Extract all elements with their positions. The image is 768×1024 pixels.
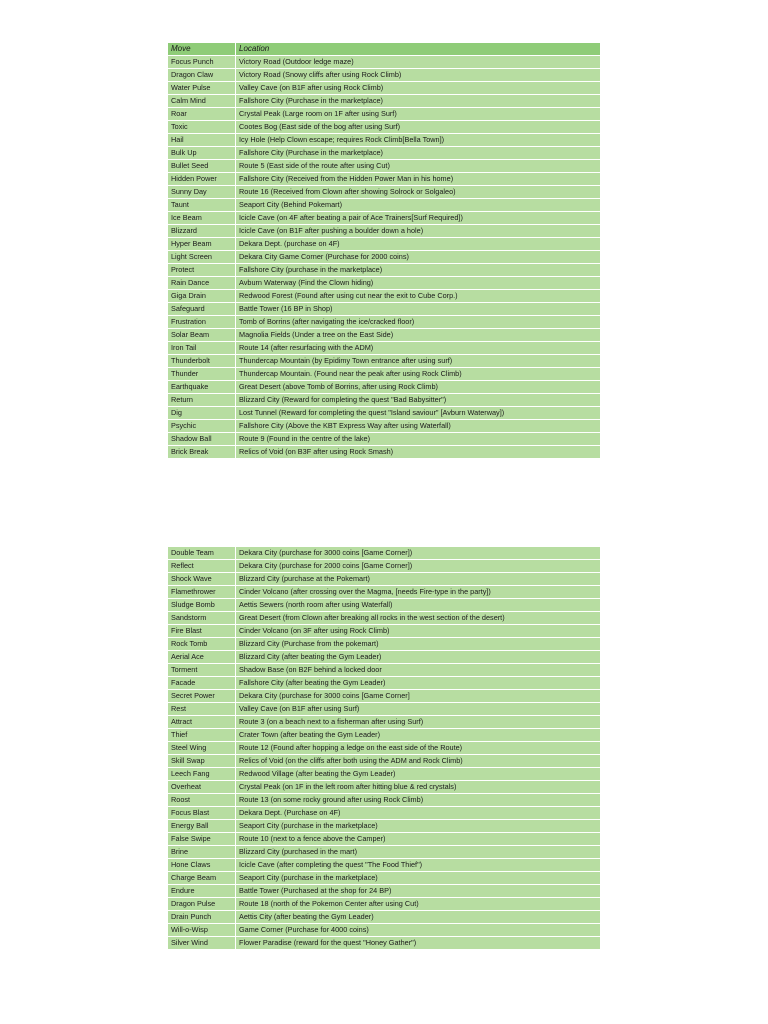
move-cell: Hidden Power	[168, 173, 236, 186]
move-cell: Hone Claws	[168, 859, 236, 872]
location-cell: Route 10 (next to a fence above the Camper)	[236, 833, 601, 846]
table-row	[168, 329, 601, 342]
move-cell: Psychic	[168, 420, 236, 433]
move-cell: Secret Power	[168, 690, 236, 703]
table-row	[168, 625, 601, 638]
table-row	[168, 638, 601, 651]
move-cell: Dig	[168, 407, 236, 420]
location-cell: Battle Tower (Purchased at the shop for 24 BP)	[236, 885, 601, 898]
location-cell: Crater Town (after beating the Gym Leader)	[236, 729, 601, 742]
location-cell: Icicle Cave (after completing the quest "The Food Thief")	[236, 859, 601, 872]
move-cell: Torment	[168, 664, 236, 677]
table-row	[168, 911, 601, 924]
location-cell: Thundercap Mountain. (Found near the peak after using Rock Climb)	[236, 368, 601, 381]
location-cell: Cootes Bog (East side of the bog after using Surf)	[236, 121, 601, 134]
move-cell: Focus Punch	[168, 56, 236, 69]
location-cell: Blizzard City (purchased in the mart)	[236, 846, 601, 859]
table-2-body	[168, 547, 601, 950]
table-row	[168, 885, 601, 898]
location-cell: Fallshore City (Received from the Hidden Power Man in his home)	[236, 173, 601, 186]
location-cell: Great Desert (above Tomb of Borrins, after using Rock Climb)	[236, 381, 601, 394]
move-cell: Taunt	[168, 199, 236, 212]
move-cell: Thunder	[168, 368, 236, 381]
table-row	[168, 134, 601, 147]
table-row	[168, 238, 601, 251]
move-cell: Iron Tail	[168, 342, 236, 355]
move-cell: Skill Swap	[168, 755, 236, 768]
table-row	[168, 407, 601, 420]
table-row	[168, 186, 601, 199]
move-cell: Rest	[168, 703, 236, 716]
move-cell: Sludge Bomb	[168, 599, 236, 612]
location-cell: Seaport City (Behind Pokemart)	[236, 199, 601, 212]
move-cell: Flamethrower	[168, 586, 236, 599]
table-row	[168, 677, 601, 690]
table-row	[168, 303, 601, 316]
table-row	[168, 69, 601, 82]
move-cell: Blizzard	[168, 225, 236, 238]
table-row	[168, 560, 601, 573]
table-row	[168, 807, 601, 820]
table-row	[168, 368, 601, 381]
location-cell: Redwood Forest (Found after using cut near the exit to Cube Corp.)	[236, 290, 601, 303]
move-cell: Earthquake	[168, 381, 236, 394]
move-cell: Steel Wing	[168, 742, 236, 755]
location-cell: Magnolia Fields (Under a tree on the East Side)	[236, 329, 601, 342]
location-cell: Route 13 (on some rocky ground after using Rock Climb)	[236, 794, 601, 807]
location-column-header: Location	[236, 43, 601, 56]
move-cell: Thief	[168, 729, 236, 742]
table-row	[168, 547, 601, 560]
table-row	[168, 56, 601, 69]
table-row	[168, 820, 601, 833]
move-cell: Facade	[168, 677, 236, 690]
location-cell: Crystal Peak (Large room on 1F after using Surf)	[236, 108, 601, 121]
location-cell: Blizzard City (after beating the Gym Leader)	[236, 651, 601, 664]
location-cell: Redwood Village (after beating the Gym Leader)	[236, 768, 601, 781]
location-cell: Dekara City (purchase for 3000 coins [Game Corner])	[236, 547, 601, 560]
move-cell: Silver Wind	[168, 937, 236, 950]
location-cell: Great Desert (from Clown after breaking all rocks in the west section of the desert)	[236, 612, 601, 625]
move-cell: Rain Dance	[168, 277, 236, 290]
table-row	[168, 573, 601, 586]
table-row	[168, 251, 601, 264]
table-row	[168, 872, 601, 885]
table-row	[168, 846, 601, 859]
table-row	[168, 173, 601, 186]
location-cell: Icicle Cave (on B1F after pushing a boulder down a hole)	[236, 225, 601, 238]
location-cell: Avburn Waterway (Find the Clown hiding)	[236, 277, 601, 290]
move-cell: Endure	[168, 885, 236, 898]
move-cell: Sandstorm	[168, 612, 236, 625]
table-row	[168, 833, 601, 846]
location-cell: Fallshore City (after beating the Gym Leader)	[236, 677, 601, 690]
table-row	[168, 290, 601, 303]
location-cell: Blizzard City (Reward for completing the quest "Bad Babysitter")	[236, 394, 601, 407]
location-cell: Valley Cave (on B1F after using Surf)	[236, 703, 601, 716]
table-row	[168, 147, 601, 160]
location-cell: Cinder Volcano (after crossing over the Magma, [needs Fire-type in the party])	[236, 586, 601, 599]
location-cell: Relics of Void (on the cliffs after both using the ADM and Rock Climb)	[236, 755, 601, 768]
location-cell: Thundercap Mountain (by Epidimy Town entrance after using surf)	[236, 355, 601, 368]
table-row	[168, 794, 601, 807]
table-row	[168, 612, 601, 625]
move-cell: Toxic	[168, 121, 236, 134]
location-cell: Blizzard City (Purchase from the pokemart)	[236, 638, 601, 651]
table-row	[168, 781, 601, 794]
table-row	[168, 433, 601, 446]
location-cell: Aettis City (after beating the Gym Leader)	[236, 911, 601, 924]
table-row	[168, 716, 601, 729]
move-cell: Calm Mind	[168, 95, 236, 108]
move-cell: Light Screen	[168, 251, 236, 264]
move-cell: Hyper Beam	[168, 238, 236, 251]
location-cell: Cinder Volcano (on 3F after using Rock Climb)	[236, 625, 601, 638]
location-cell: Victory Road (Snowy cliffs after using Rock Climb)	[236, 69, 601, 82]
table-row	[168, 768, 601, 781]
move-cell: Charge Beam	[168, 872, 236, 885]
table-row	[168, 212, 601, 225]
move-cell: False Swipe	[168, 833, 236, 846]
table-row	[168, 703, 601, 716]
move-cell: Solar Beam	[168, 329, 236, 342]
move-cell: Fire Blast	[168, 625, 236, 638]
table-row	[168, 664, 601, 677]
location-cell: Route 14 (after resurfacing with the ADM)	[236, 342, 601, 355]
location-cell: Fallshore City (Purchase in the marketplace)	[236, 147, 601, 160]
location-cell: Game Corner (Purchase for 4000 coins)	[236, 924, 601, 937]
move-cell: Bulk Up	[168, 147, 236, 160]
table-row	[168, 755, 601, 768]
move-cell: Drain Punch	[168, 911, 236, 924]
move-cell: Reflect	[168, 560, 236, 573]
move-cell: Will-o-Wisp	[168, 924, 236, 937]
table-row	[168, 742, 601, 755]
location-cell: Fallshore City (Purchase in the marketplace)	[236, 95, 601, 108]
location-cell: Route 5 (East side of the route after using Cut)	[236, 160, 601, 173]
move-cell: Sunny Day	[168, 186, 236, 199]
location-cell: Route 9 (Found in the centre of the lake)	[236, 433, 601, 446]
location-cell: Lost Tunnel (Reward for completing the quest "Island saviour" [Avburn Waterway])	[236, 407, 601, 420]
table-row	[168, 729, 601, 742]
location-cell: Valley Cave (on B1F after using Rock Climb)	[236, 82, 601, 95]
move-cell: Double Team	[168, 547, 236, 560]
move-cell: Hail	[168, 134, 236, 147]
table-row	[168, 599, 601, 612]
move-cell: Roar	[168, 108, 236, 121]
move-cell: Roost	[168, 794, 236, 807]
table-row	[168, 108, 601, 121]
location-cell: Blizzard City (purchase at the Pokemart)	[236, 573, 601, 586]
table-row	[168, 651, 601, 664]
location-cell: Relics of Void (on B3F after using Rock Smash)	[236, 446, 601, 459]
tm-location-table-1	[167, 42, 601, 459]
location-cell: Route 16 (Received from Clown after showing Solrock or Solgaleo)	[236, 186, 601, 199]
location-cell: Seaport City (purchase in the marketplace)	[236, 872, 601, 885]
move-cell: Water Pulse	[168, 82, 236, 95]
location-cell: Icicle Cave (on 4F after beating a pair of Ace Trainers[Surf Required])	[236, 212, 601, 225]
move-cell: Leech Fang	[168, 768, 236, 781]
table-header-row	[168, 43, 601, 56]
location-cell: Icy Hole (Help Clown escape; requires Rock Climb[Bella Town])	[236, 134, 601, 147]
location-cell: Flower Paradise (reward for the quest "Honey Gather")	[236, 937, 601, 950]
table-row	[168, 446, 601, 459]
table-row	[168, 225, 601, 238]
table-row	[168, 95, 601, 108]
tm-location-table-2	[167, 546, 601, 950]
move-cell: Return	[168, 394, 236, 407]
move-cell: Dragon Pulse	[168, 898, 236, 911]
move-cell: Shadow Ball	[168, 433, 236, 446]
table-row	[168, 859, 601, 872]
table-row	[168, 898, 601, 911]
move-cell: Focus Blast	[168, 807, 236, 820]
location-cell: Dekara City (purchase for 3000 coins [Game Corner]	[236, 690, 601, 703]
location-cell: Fallshore City (Above the KBT Express Way after using Waterfall)	[236, 420, 601, 433]
table-row	[168, 420, 601, 433]
move-cell: Ice Beam	[168, 212, 236, 225]
location-cell: Dekara City Game Corner (Purchase for 2000 coins)	[236, 251, 601, 264]
move-column-header: Move	[168, 43, 236, 56]
move-cell: Frustration	[168, 316, 236, 329]
location-cell: Route 12 (Found after hopping a ledge on the east side of the Route)	[236, 742, 601, 755]
location-cell: Tomb of Borrins (after navigating the ice/cracked floor)	[236, 316, 601, 329]
location-cell: Route 18 (north of the Pokemon Center after using Cut)	[236, 898, 601, 911]
location-cell: Dekara Dept. (purchase on 4F)	[236, 238, 601, 251]
location-cell: Route 3 (on a beach next to a fisherman after using Surf)	[236, 716, 601, 729]
move-cell: Bullet Seed	[168, 160, 236, 173]
table-row	[168, 924, 601, 937]
table-row	[168, 264, 601, 277]
location-cell: Aettis Sewers (north room after using Waterfall)	[236, 599, 601, 612]
move-cell: Energy Ball	[168, 820, 236, 833]
location-cell: Shadow Base (on B2F behind a locked door	[236, 664, 601, 677]
move-cell: Thunderbolt	[168, 355, 236, 368]
table-row	[168, 937, 601, 950]
move-cell: Shock Wave	[168, 573, 236, 586]
table-row	[168, 586, 601, 599]
table-row	[168, 160, 601, 173]
table-row	[168, 394, 601, 407]
move-cell: Dragon Claw	[168, 69, 236, 82]
move-cell: Brick Break	[168, 446, 236, 459]
move-cell: Brine	[168, 846, 236, 859]
table-row	[168, 277, 601, 290]
table-row	[168, 82, 601, 95]
move-cell: Safeguard	[168, 303, 236, 316]
table-row	[168, 690, 601, 703]
move-cell: Rock Tomb	[168, 638, 236, 651]
table-row	[168, 199, 601, 212]
location-cell: Victory Road (Outdoor ledge maze)	[236, 56, 601, 69]
location-cell: Fallshore City (purchase in the marketplace)	[236, 264, 601, 277]
table-row	[168, 342, 601, 355]
table-row	[168, 316, 601, 329]
table-row	[168, 355, 601, 368]
location-cell: Battle Tower (16 BP in Shop)	[236, 303, 601, 316]
location-cell: Dekara City (purchase for 2000 coins [Game Corner])	[236, 560, 601, 573]
move-cell: Attract	[168, 716, 236, 729]
location-cell: Crystal Peak (on 1F in the left room after hitting blue & red crystals)	[236, 781, 601, 794]
location-cell: Dekara Dept. (Purchase on 4F)	[236, 807, 601, 820]
move-cell: Aerial Ace	[168, 651, 236, 664]
table-1-body	[168, 56, 601, 459]
move-cell: Overheat	[168, 781, 236, 794]
location-cell: Seaport City (purchase in the marketplace)	[236, 820, 601, 833]
move-cell: Giga Drain	[168, 290, 236, 303]
table-row	[168, 381, 601, 394]
move-cell: Protect	[168, 264, 236, 277]
table-row	[168, 121, 601, 134]
